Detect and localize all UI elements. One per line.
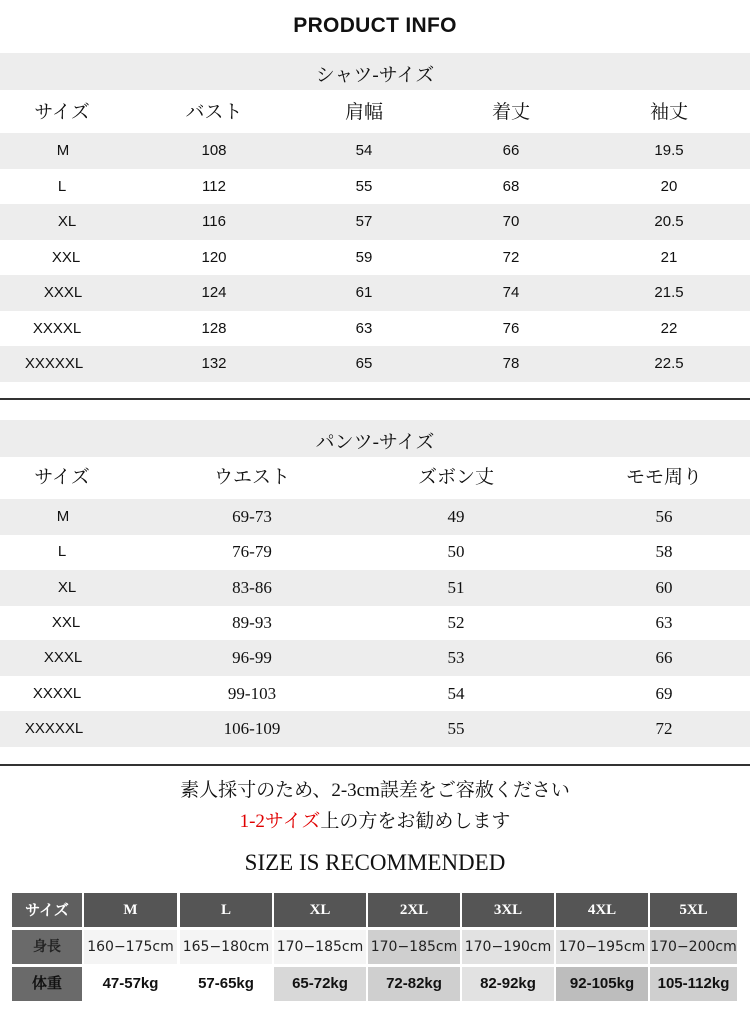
- recommend-weight-cell: 92-105kg: [556, 967, 648, 1001]
- table-row: [0, 275, 750, 311]
- measure-cell: 68: [502, 177, 520, 195]
- table-row: [0, 534, 750, 570]
- measure-cell: 78: [502, 355, 520, 372]
- recommend-size-cell: 3XL: [462, 893, 554, 927]
- shirt-header-cell: バスト: [185, 102, 243, 123]
- measure-cell: 89-93: [232, 612, 272, 632]
- section-divider: [0, 398, 750, 400]
- note-recommend: [0, 806, 750, 833]
- measure-cell: 72: [502, 248, 520, 266]
- pants-header-cell: サイズ: [34, 467, 90, 488]
- size-cell: XXL: [51, 613, 81, 631]
- recommend-weight-cell: 82-92kg: [462, 967, 554, 1001]
- measure-cell: 76: [502, 319, 520, 337]
- measure-cell: 56: [655, 507, 673, 526]
- shirt-header-cell: 肩幅: [344, 102, 384, 123]
- measure-cell: 108: [201, 142, 227, 159]
- pants-header-cell: ウエスト: [213, 467, 291, 488]
- measure-cell: 49: [447, 507, 465, 526]
- pants-header-row: [0, 460, 750, 496]
- measure-cell: 76-79: [232, 542, 272, 562]
- recommend-height-row: [12, 930, 737, 967]
- measure-cell: 54: [447, 683, 465, 703]
- recommend-weight-cell: 72-82kg: [368, 967, 460, 1001]
- measure-cell: 116: [202, 213, 226, 230]
- section-divider: [0, 764, 750, 766]
- size-cell: M: [56, 142, 70, 159]
- measure-cell: 59: [355, 248, 373, 266]
- recommend-weight-label: 体重: [12, 967, 82, 1001]
- recommend-header-label: サイズ: [12, 893, 82, 927]
- shirt-header-cell: 着丈: [491, 102, 531, 123]
- recommend-height-cell: 170−195cm: [556, 930, 648, 964]
- shirt-header-row: [0, 95, 750, 131]
- measure-cell: 65: [355, 355, 373, 372]
- table-row: [0, 605, 750, 641]
- table-row: [0, 570, 750, 606]
- measure-cell: 50: [447, 542, 465, 562]
- pants-header-cell: モモ周り: [625, 467, 703, 488]
- size-cell: L: [57, 543, 67, 561]
- size-cell: XXXXL: [32, 684, 82, 702]
- measure-cell: 63: [655, 612, 673, 632]
- measure-cell: 53: [447, 648, 465, 668]
- measure-cell: 61: [355, 284, 373, 301]
- table-row: [0, 711, 750, 747]
- measure-cell: 74: [502, 284, 520, 301]
- shirt-header-cell: サイズ: [34, 102, 90, 123]
- page-title: PRODUCT INFO: [293, 14, 457, 37]
- measure-cell: 55: [447, 718, 465, 738]
- measure-cell: 70: [502, 213, 520, 230]
- size-cell: XXXXXL: [24, 355, 84, 372]
- pants-header-cell: ズボン丈: [417, 467, 495, 488]
- measure-cell: 19.5: [654, 142, 684, 159]
- table-row: [0, 204, 750, 240]
- recommend-height-cell: 165−180cm: [180, 930, 272, 964]
- table-row: [0, 346, 750, 382]
- size-cell: L: [57, 177, 67, 195]
- size-cell: XL: [57, 578, 77, 596]
- recommend-height-cell: 170−190cm: [462, 930, 554, 964]
- size-cell: XXXL: [43, 284, 83, 301]
- table-row: [0, 311, 750, 347]
- recommend-height-cell: 160−175cm: [84, 930, 177, 964]
- recommend-header-row: [12, 893, 737, 930]
- table-row: [0, 640, 750, 676]
- recommend-height-label: 身長: [12, 930, 82, 964]
- table-row: [0, 240, 750, 276]
- measure-cell: 20: [660, 177, 678, 195]
- size-cell: XXL: [51, 248, 81, 266]
- measure-cell: 99-103: [227, 683, 277, 703]
- recommend-size-cell: M: [84, 893, 177, 927]
- recommend-height-cell: 170−185cm: [368, 930, 460, 964]
- measure-cell: 112: [202, 177, 226, 195]
- measure-cell: 132: [201, 355, 227, 372]
- note-highlight: 1-2サイズ: [239, 811, 321, 832]
- size-cell: XXXXL: [32, 319, 82, 337]
- shirt-header-cell: 袖丈: [649, 102, 689, 123]
- measure-cell: 124: [201, 284, 227, 301]
- size-cell: XXXXXL: [24, 719, 84, 737]
- recommend-height-cell: 170−200cm: [650, 930, 737, 964]
- size-cell: XXXL: [43, 649, 83, 667]
- recommend-size-cell: 2XL: [368, 893, 460, 927]
- measure-cell: 54: [355, 142, 373, 159]
- measure-cell: 21.5: [654, 284, 684, 301]
- recommend-size-cell: XL: [274, 893, 366, 927]
- shirt-section-title: シャツ-サイズ: [315, 65, 435, 86]
- table-row: [0, 676, 750, 712]
- recommend-weight-cell: 47-57kg: [84, 967, 177, 1001]
- measure-cell: 57: [355, 213, 373, 230]
- measure-cell: 72: [655, 718, 673, 738]
- measure-cell: 51: [447, 577, 465, 597]
- measure-cell: 20.5: [654, 213, 684, 230]
- recommend-size-cell: L: [180, 893, 272, 927]
- measure-cell: 120: [201, 248, 227, 266]
- measure-cell: 96-99: [232, 648, 272, 668]
- note-measurement: 素人採寸のため、2-3cm誤差をご容赦ください: [180, 780, 570, 801]
- measure-cell: 66: [502, 142, 520, 159]
- measure-cell: 21: [660, 248, 678, 266]
- measure-cell: 66: [655, 648, 673, 668]
- recommend-table: [12, 893, 737, 1004]
- recommend-weight-cell: 65-72kg: [274, 967, 366, 1001]
- size-cell: XL: [57, 213, 77, 230]
- measure-cell: 55: [355, 177, 373, 195]
- measure-cell: 52: [447, 612, 465, 632]
- note-rest: 上の方をお勧めします: [320, 811, 511, 832]
- recommend-title: SIZE IS RECOMMENDED: [244, 850, 506, 875]
- measure-cell: 128: [201, 319, 227, 337]
- measure-cell: 69-73: [232, 507, 272, 526]
- recommend-weight-row: [12, 967, 737, 1004]
- measure-cell: 58: [655, 542, 673, 562]
- measure-cell: 69: [655, 683, 673, 703]
- recommend-weight-cell: 105-112kg: [650, 967, 737, 1001]
- pants-section-title: パンツ-サイズ: [315, 432, 435, 453]
- table-row: [0, 133, 750, 169]
- recommend-height-cell: 170−185cm: [274, 930, 366, 964]
- size-cell: M: [56, 508, 70, 525]
- measure-cell: 106-109: [223, 718, 281, 738]
- recommend-size-cell: 4XL: [556, 893, 648, 927]
- measure-cell: 60: [655, 577, 673, 597]
- measure-cell: 83-86: [232, 577, 272, 597]
- table-row: [0, 169, 750, 205]
- recommend-weight-cell: 57-65kg: [180, 967, 272, 1001]
- measure-cell: 22: [660, 319, 678, 337]
- table-row: [0, 499, 750, 535]
- measure-cell: 22.5: [654, 355, 684, 372]
- measure-cell: 63: [355, 319, 373, 337]
- recommend-size-cell: 5XL: [650, 893, 737, 927]
